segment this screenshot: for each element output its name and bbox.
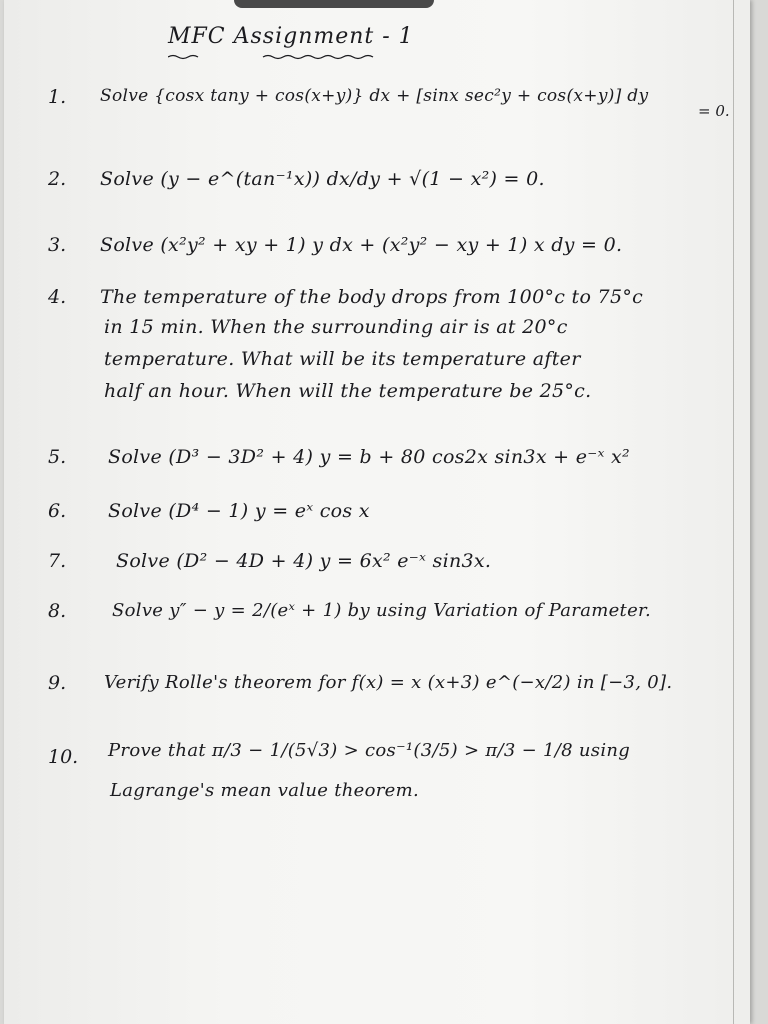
question-number: 6.	[48, 500, 67, 522]
question-number: 3.	[48, 234, 67, 256]
question-text: Solve (x²y² + xy + 1) y dx + (x²y² − xy + 1) x dy = 0.	[100, 234, 623, 256]
question-text: Solve (y − e^(tan⁻¹x)) dx/dy + √(1 − x²) = 0.	[100, 168, 545, 190]
question-number: 9.	[48, 672, 67, 694]
sheet-edge-line	[733, 0, 734, 1024]
question-line-1: Prove that π/3 − 1/(5√3) > cos⁻¹(3/5) > π/3 − 1/8 using	[108, 740, 631, 761]
question-text: Solve (D⁴ − 1) y = eˣ cos x	[108, 500, 370, 522]
question-line-2: in 15 min. When the surrounding air is at 20°c	[104, 316, 568, 338]
question-number: 2.	[48, 168, 67, 190]
question-text: Solve y″ − y = 2/(eˣ + 1) by using Variation of Parameter.	[112, 600, 651, 621]
question-text: Solve {cosx tany + cos(x+y)} dx + [sinx sec²y + cos(x+y)] dy	[100, 86, 649, 106]
question-number: 5.	[48, 446, 67, 468]
question-text: Verify Rolle's theorem for f(x) = x (x+3) e^(−x/2) in [−3, 0].	[104, 672, 673, 693]
assignment-sheet	[4, 0, 750, 1024]
question-number: 7.	[48, 550, 67, 572]
question-line-1: The temperature of the body drops from 100°c to 75°c	[100, 286, 644, 308]
question-line-3: temperature. What will be its temperature after	[104, 348, 581, 370]
question-line-4: half an hour. When will the temperature be 25°c.	[104, 380, 592, 402]
question-number: 1.	[48, 86, 67, 108]
question-text: Solve (D³ − 3D² + 4) y = b + 80 cos2x sin3x + e⁻ˣ x²	[108, 446, 630, 468]
page-title: MFC Assignment - 1	[168, 24, 414, 49]
question-number: 8.	[48, 600, 67, 622]
question-line-2: Lagrange's mean value theorem.	[110, 780, 419, 801]
question-text: Solve (D² − 4D + 4) y = 6x² e⁻ˣ sin3x.	[116, 550, 492, 572]
question-number: 4.	[48, 286, 67, 308]
question-number: 10.	[48, 746, 79, 768]
torn-header-strip	[234, 0, 434, 8]
title-underline	[168, 54, 378, 60]
question-tail: = 0.	[698, 102, 730, 120]
